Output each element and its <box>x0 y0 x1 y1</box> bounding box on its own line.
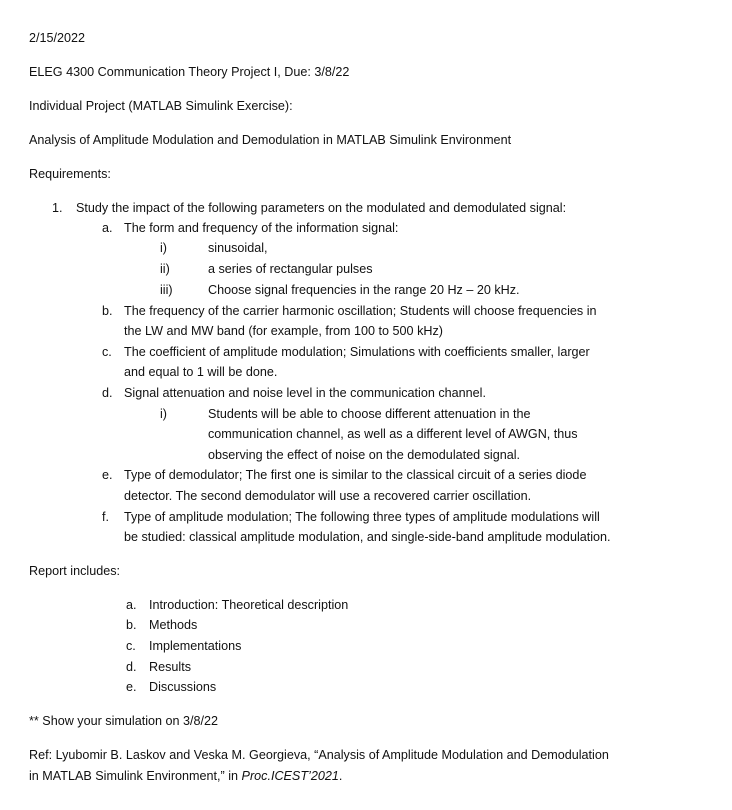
reference-text: in MATLAB Simulink Environment,” in <box>29 769 242 783</box>
sub-item-text: the LW and MW band (for example, from 100 to 500 kHz) <box>124 324 443 338</box>
sub-item-label: d. <box>102 386 113 400</box>
reference-line <box>29 766 342 786</box>
sub-item-text: and equal to 1 will be done. <box>124 365 278 379</box>
sub-item-text: be studied: classical amplitude modulation, and single-side-band amplitude modulation. <box>124 530 611 544</box>
list-item: Discussions <box>149 680 217 694</box>
sub-item-text: Type of amplitude modulation; The following three types of amplitude modulations will <box>124 510 600 524</box>
roman-text: communication channel, as well as a different level of AWGN, thus <box>208 427 578 441</box>
project-type: Individual Project (MATLAB Simulink Exercise): <box>29 99 293 113</box>
reference-text: . <box>338 769 343 783</box>
roman-text: sinusoidal, <box>208 241 268 255</box>
list-item-label: c. <box>126 639 136 653</box>
sub-item-text: Type of demodulator; The first one is similar to the classical circuit of a series diode <box>124 468 587 482</box>
sub-item-text: Signal attenuation and noise level in the communication channel. <box>124 386 486 400</box>
roman-label: ii) <box>160 262 170 276</box>
list-item: Methods <box>149 618 198 632</box>
sub-item-label: c. <box>102 345 112 359</box>
sub-item-label: b. <box>102 304 113 318</box>
roman-text: Choose signal frequencies in the range 20 Hz – 20 kHz. <box>208 283 520 297</box>
roman-text: Students will be able to choose different attenuation in the <box>208 407 531 421</box>
report-heading: Report includes: <box>29 564 121 578</box>
list-item-label: a. <box>126 598 137 612</box>
list-item-label: b. <box>126 618 137 632</box>
roman-text: observing the effect of noise on the demodulated signal. <box>208 448 521 462</box>
roman-text: a series of rectangular pulses <box>208 262 373 276</box>
roman-label: i) <box>160 407 167 421</box>
course-line: ELEG 4300 Communication Theory Project I, Due: 3/8/22 <box>29 65 350 79</box>
reference-line: Ref: Lyubomir B. Laskov and Veska M. Georgieva, “Analysis of Amplitude Modulation and Demodulation <box>29 748 609 762</box>
sub-item-text: The coefficient of amplitude modulation; Simulations with coefficients smaller, larger <box>124 345 590 359</box>
page-title: Analysis of Amplitude Modulation and Demodulation in MATLAB Simulink Environment <box>29 133 512 147</box>
sub-item-text: detector. The second demodulator will use a recovered carrier oscillation. <box>124 489 532 503</box>
list-item: Introduction: Theoretical description <box>149 598 349 612</box>
sub-item-label: f. <box>102 510 109 524</box>
list-item: Results <box>149 660 191 674</box>
sub-item-text: The form and frequency of the information signal: <box>124 221 399 235</box>
list-item-label: e. <box>126 680 137 694</box>
requirements-heading: Requirements: <box>29 167 111 181</box>
sub-item-text: The frequency of the carrier harmonic oscillation; Students will choose frequencies in <box>124 304 597 318</box>
reference-venue: Proc.ICEST’2021 <box>241 769 339 783</box>
roman-label: i) <box>160 241 167 255</box>
date: 2/15/2022 <box>29 31 86 45</box>
show-note: ** Show your simulation on 3/8/22 <box>29 714 219 728</box>
sub-item-label: e. <box>102 468 113 482</box>
roman-label: iii) <box>160 283 173 297</box>
item-number: 1. <box>52 201 63 215</box>
list-item-label: d. <box>126 660 137 674</box>
item-text: Study the impact of the following parameters on the modulated and demodulated signal: <box>76 201 567 215</box>
list-item: Implementations <box>149 639 242 653</box>
sub-item-label: a. <box>102 221 113 235</box>
